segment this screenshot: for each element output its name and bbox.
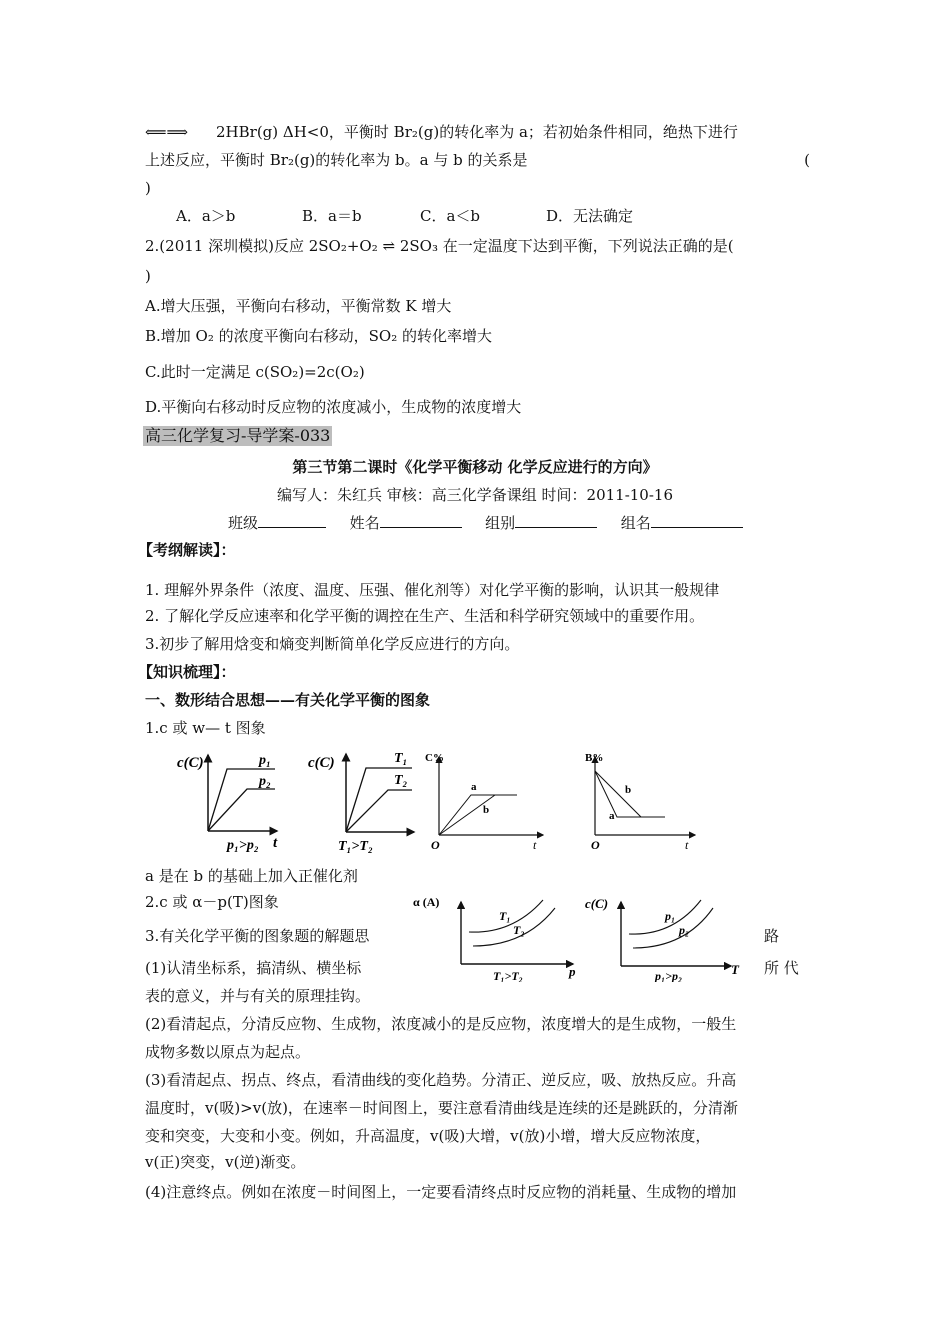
- subsection1: 1.c 或 w— t 图象: [145, 719, 266, 737]
- g6-T: T: [731, 962, 739, 977]
- option-c: C．a＜b: [420, 207, 481, 225]
- syllabus-item-2: 2. 了解化学反应速率和化学平衡的调控在生产、生活和科学研究领域中的重要作用。: [145, 607, 705, 625]
- g1-label-1: p₁: [259, 753, 271, 768]
- question1-paren-open: (: [804, 151, 810, 169]
- equilibrium-arrow: ⟸⟹: [145, 123, 189, 141]
- g4-origin: O: [591, 838, 600, 852]
- point2-line1: (2)看清起点，分清反应物、生成物，浓度减小的是反应物，浓度增大的是生成物，一般生: [145, 1015, 737, 1033]
- g6-xlabel: p₁>p₂: [655, 969, 683, 982]
- field-group-label: 组别: [485, 514, 516, 532]
- point3-line1: (3)看清起点、拐点、终点，看清曲线的变化趋势。分清正、逆反应，吸、放热反应。升高: [145, 1071, 737, 1089]
- question2-stem: 2.(2011 深圳模拟)反应 2SO₂+O₂ ⇌ 2SO₃ 在一定温度下达到平衡，下列说法正确的是(: [145, 237, 734, 255]
- g4-t: t: [685, 838, 689, 852]
- option-a: A．a＞b: [176, 207, 236, 225]
- field-name-label: 姓名: [349, 514, 380, 532]
- g2-ylabel: c(C): [308, 755, 335, 771]
- g3-a: a: [471, 781, 477, 793]
- question2-option-c: C.此时一定满足 c(SO₂)=2c(O₂): [145, 363, 365, 381]
- point1-a: (1)认清坐标系，搞清纵、横坐标: [145, 959, 362, 977]
- graph-percent-t-catalyst: [425, 745, 550, 855]
- g1-label-2: p₂: [259, 774, 271, 789]
- catalyst-note: a 是在 b 的基础上加入正催化剂: [145, 867, 358, 885]
- g4-b: b: [625, 784, 632, 796]
- g5-p: p: [569, 964, 576, 979]
- field-class-blank: [258, 512, 326, 528]
- syllabus-item-3: 3.初步了解用焓变和熵变判断简单化学反应进行的方向。: [145, 635, 520, 653]
- point1-b: 所 代: [764, 959, 799, 977]
- graph-c-t-temperature: [308, 742, 418, 857]
- g2-xlabel: T₁>T₂: [338, 839, 373, 854]
- question1-line1: 2HBr(g) ΔH<0，平衡时 Br₂(g)的转化率为 a；若初始条件相同，绝热下进行: [216, 123, 738, 141]
- question2-close: ): [145, 267, 151, 285]
- point3-line3: 变和突变，大变和小变。例如，升高温度，v(吸)大增，v(放)小增，增大反应物浓度，: [145, 1127, 711, 1145]
- doc-tag: 高三化学复习-导学案-033: [145, 426, 331, 445]
- field-group-blank: [515, 512, 597, 528]
- field-name-blank: [380, 512, 462, 528]
- point4-line1: (4)注意终点。例如在浓度－时间图上，一定要看清终点时反应物的消耗量、生成物的增加: [145, 1183, 737, 1201]
- syllabus-item-1: 1. 理解外界条件（浓度、温度、压强、催化剂等）对化学平衡的影响，认识其一般规律: [145, 581, 720, 599]
- point3-line4: v(正)突变，v(逆)渐变。: [145, 1153, 306, 1171]
- point3-line2: 温度时，v(吸)>v(放)，在速率－时间图上，要注意看清曲线是连续的还是跳跃的，分清渐: [145, 1099, 738, 1117]
- question2-option-d: D.平衡向右移动时反应物的浓度减小，生成物的浓度增大: [145, 398, 522, 416]
- g3-b: b: [483, 804, 490, 816]
- g4-ylabel: B%: [585, 752, 604, 764]
- option-b: B．a＝b: [302, 207, 362, 225]
- question2-option-a: A.增大压强，平衡向右移动，平衡常数 K 增大: [145, 297, 452, 315]
- g6-ylabel: c(C): [585, 896, 609, 911]
- graph-c-t-pressure: [175, 745, 285, 855]
- field-group-name-label: 组名: [620, 514, 651, 532]
- g6-label-2: p₂: [679, 923, 690, 937]
- g4-a: a: [609, 810, 615, 822]
- subsection3: 3.有关化学平衡的图象题的解题思: [145, 927, 370, 945]
- g3-t: t: [533, 838, 537, 852]
- knowledge-heading: 【知识梳理】：: [138, 663, 236, 681]
- author-line: 编写人：朱红兵 审核：高三化学备课组 时间：2011-10-16: [276, 486, 674, 504]
- g1-t: t: [273, 835, 278, 851]
- field-group-name-blank: [651, 512, 743, 528]
- g5-xlabel: T₁>T₂: [493, 969, 523, 982]
- section1-heading: 一、数形结合思想——有关化学平衡的图象: [145, 691, 431, 709]
- syllabus-heading: 【考纲解读】：: [138, 541, 236, 559]
- g3-ylabel: C%: [425, 752, 444, 764]
- question2-option-b: B.增加 O₂ 的浓度平衡向右移动，SO₂ 的转化率增大: [145, 327, 492, 345]
- g1-xlabel: p₁>p₂: [227, 838, 259, 853]
- g3-origin: O: [431, 838, 440, 852]
- field-class-label: 班级: [228, 514, 259, 532]
- question1-line2: 上述反应，平衡时 Br₂(g)的转化率为 b。a 与 b 的关系是: [145, 151, 528, 169]
- g2-label-2: T₂: [394, 773, 408, 788]
- option-d: D．无法确定: [546, 207, 634, 225]
- g1-ylabel: c(C): [177, 755, 204, 771]
- g5-label-1: T₁: [499, 909, 511, 923]
- graph-c-T: [585, 892, 750, 982]
- g5-label-2: T₂: [513, 923, 525, 937]
- g2-label-1: T₁: [394, 751, 408, 766]
- g6-label-1: p₁: [665, 909, 676, 923]
- graph-b-percent-t: [585, 745, 700, 855]
- question1-paren-close: ): [145, 179, 151, 197]
- subsection3-tail: 路: [764, 927, 780, 945]
- graph-alpha-p: [413, 892, 583, 982]
- fields-row: [228, 512, 743, 533]
- g5-ylabel: α (A): [413, 895, 440, 909]
- point1-c: 表的意义，并与有关的原理挂钩。: [145, 987, 371, 1005]
- subsection2: 2.c 或 α－p(T)图象: [145, 893, 279, 911]
- doc-title: 第三节第二课时《化学平衡移动 化学反应进行的方向》: [292, 458, 658, 476]
- point2-line2: 成物多数以原点为起点。: [145, 1043, 311, 1061]
